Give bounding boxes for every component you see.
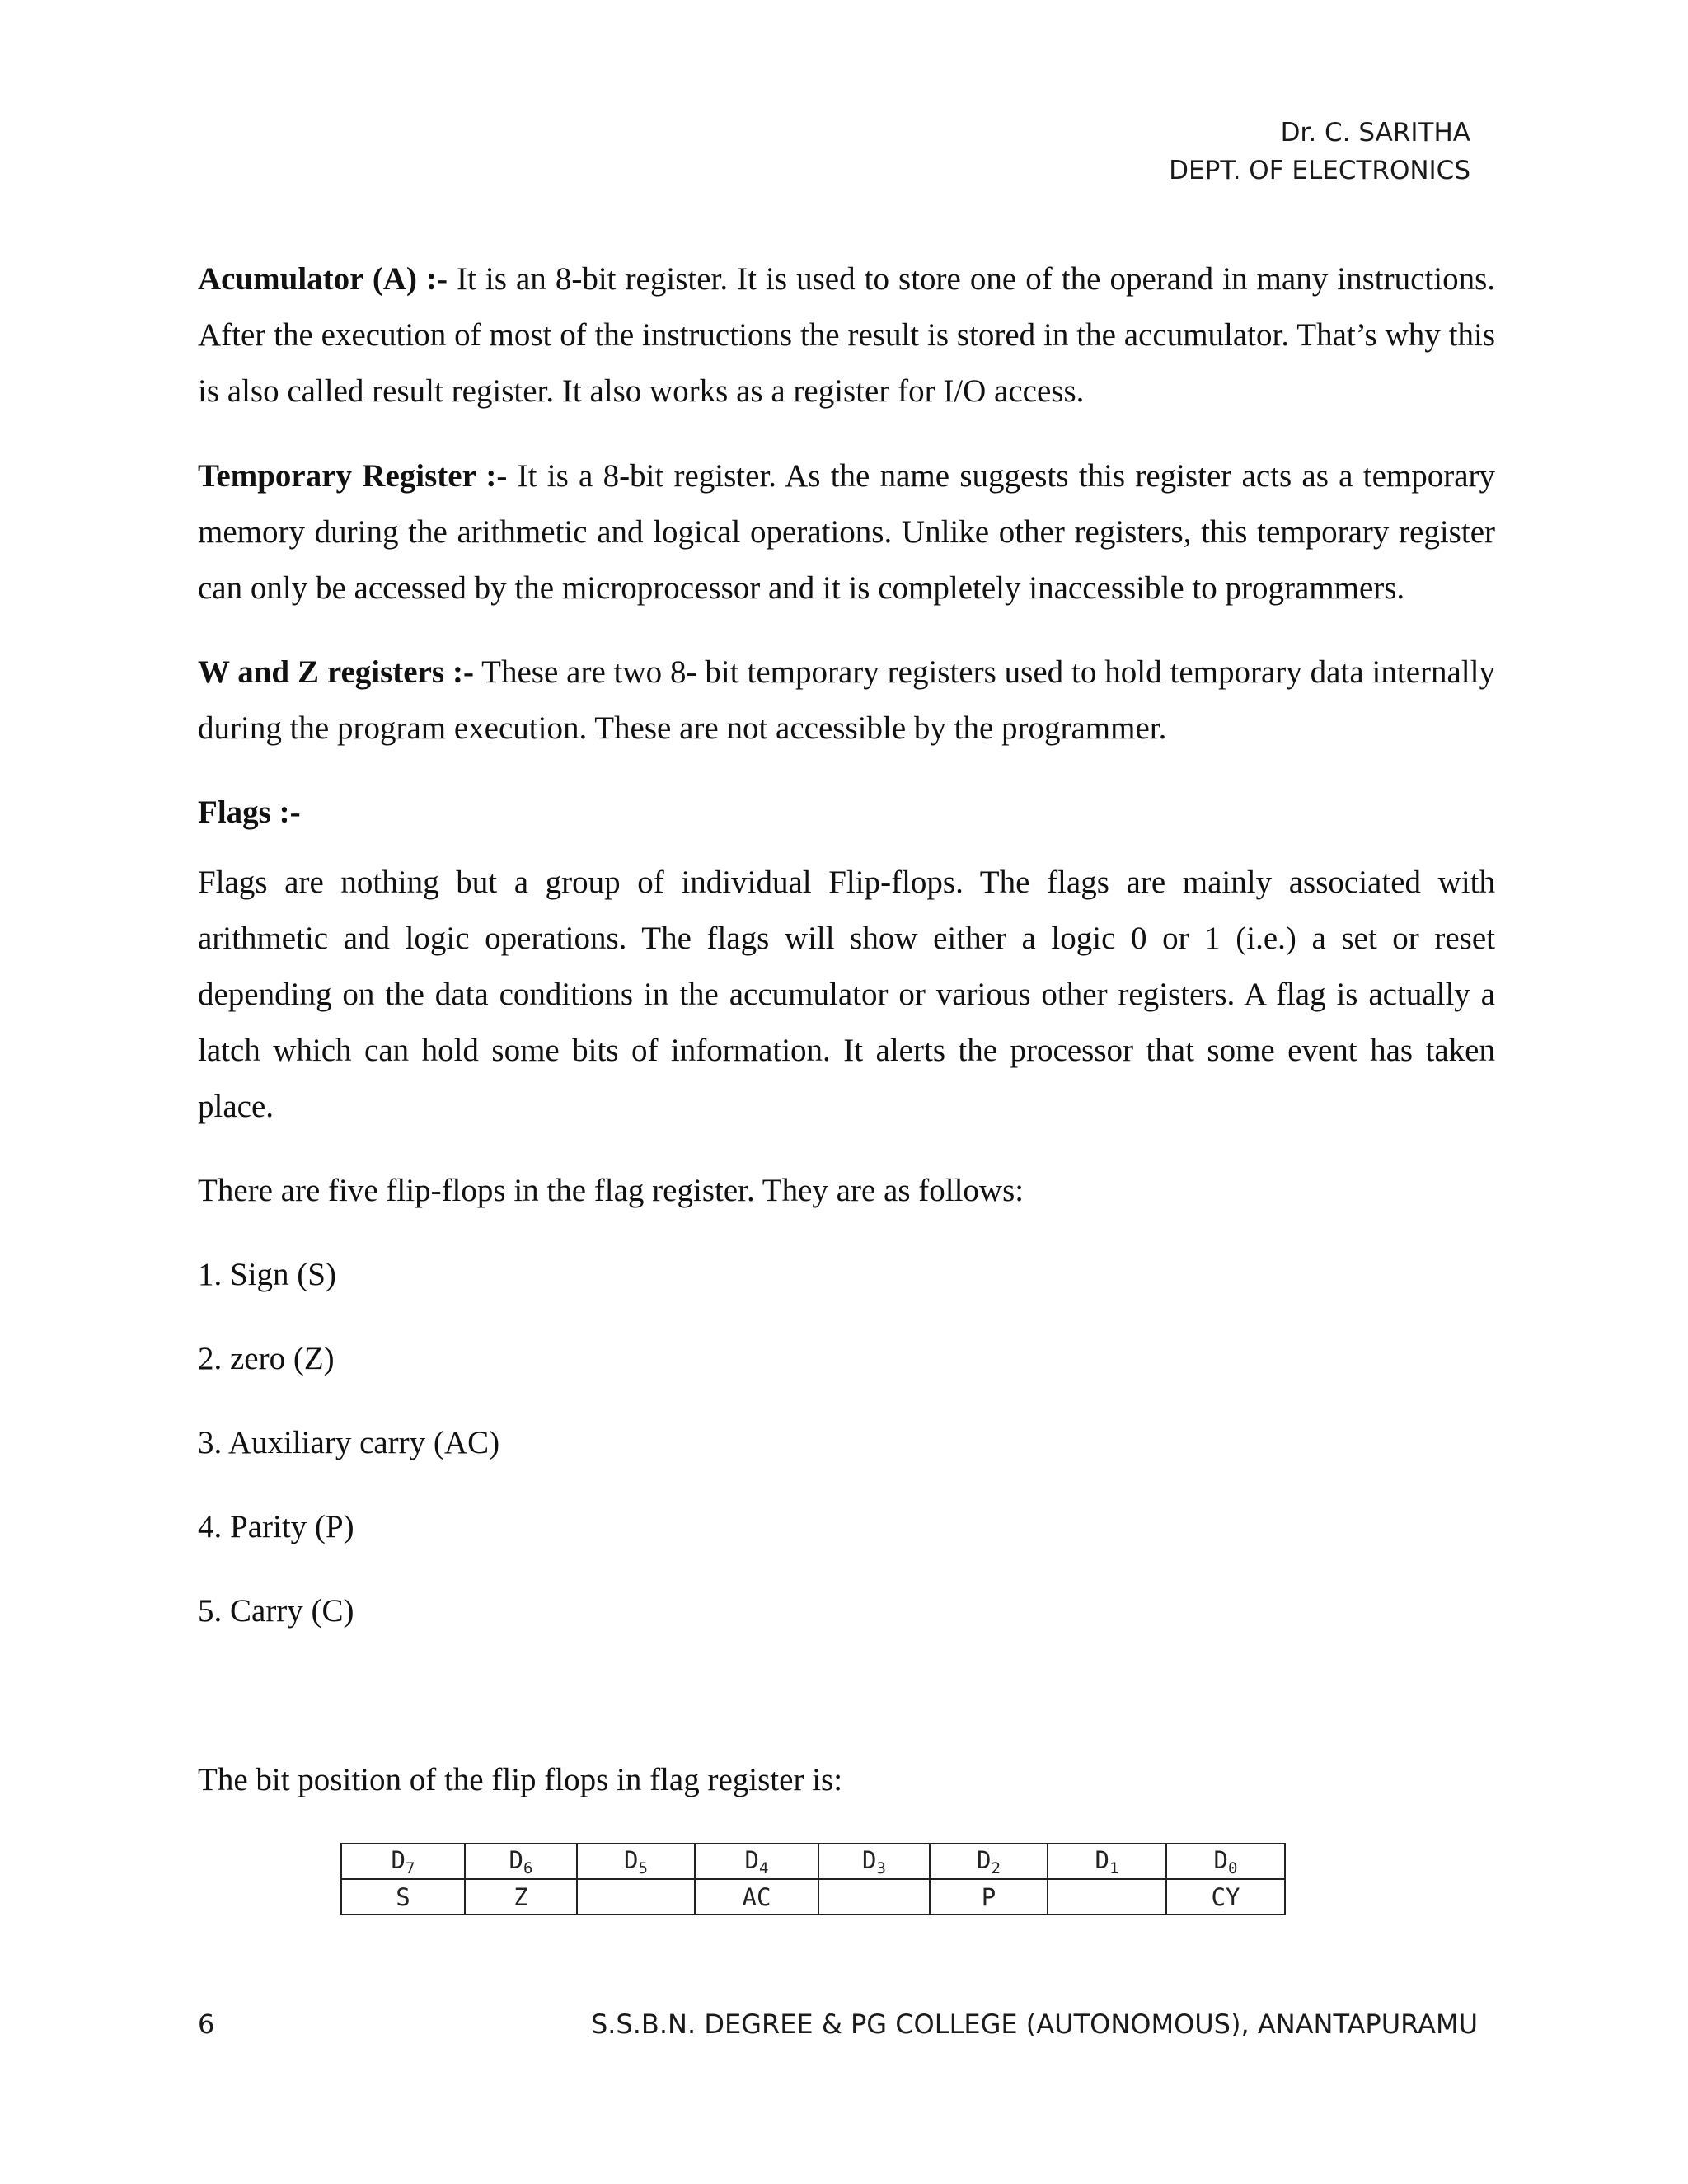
- flag-cell: [818, 1879, 930, 1915]
- flag-list-item: 3. Auxiliary carry (AC): [198, 1425, 500, 1460]
- temporary-register-paragraph: [198, 448, 1495, 616]
- bit-position-row: [341, 1844, 1285, 1879]
- five-flipflops-paragraph: There are five flip-flops in the flag register. They are as follows:: [198, 1173, 1025, 1208]
- bit-cell: $D_2$: [930, 1844, 1048, 1879]
- wz-registers-paragraph: [198, 644, 1495, 757]
- bit-cell: $D_3$: [818, 1844, 930, 1879]
- header-department: DEPT. OF ELECTRONICS: [1169, 156, 1470, 185]
- temporary-register-text: It is a 8-bit register. As the name suggests this register acts as a temporary memory during the arithmetic and logical operations. Unlike other registers, this temporary register can only be accessed by the microprocessor and it is completely inaccessible to programmers.: [198, 458, 1495, 606]
- wz-registers-term: W and Z registers :-: [198, 654, 474, 690]
- bit-cell: $D_1$: [1048, 1844, 1166, 1879]
- accumulator-paragraph: [198, 251, 1495, 419]
- flag-cell: Z: [465, 1879, 577, 1915]
- flag-cell: S: [341, 1879, 465, 1915]
- bit-cell: $D_5$: [577, 1844, 695, 1879]
- bit-cell: $D_0$: [1166, 1844, 1285, 1879]
- bit-cell: $D_4$: [695, 1844, 818, 1879]
- bit-cell: $D_7$: [341, 1844, 465, 1879]
- bit-cell: $D_6$: [465, 1844, 577, 1879]
- flag-list-item: 2. zero (Z): [198, 1341, 335, 1376]
- header-author: Dr. C. SARITHA: [1280, 118, 1470, 148]
- page-header: [1169, 114, 1470, 190]
- accumulator-term: Acumulator (A) :-: [198, 261, 448, 297]
- temporary-register-term: Temporary Register :-: [198, 458, 508, 494]
- page-number: 6: [198, 2008, 215, 2040]
- flag-cell: AC: [695, 1879, 818, 1915]
- flags-paragraph: Flags are nothing but a group of individual Flip-flops. The flags are mainly associated with arithmetic and logic operations. The flags will show either a logic 0 or 1 (i.e.) a set or reset depending on the data conditions in the accumulator or various other registers. A flag is actually a latch which can hold some bits of information. It alerts the processor that some event has taken place.: [198, 865, 1495, 1124]
- flags-heading: [198, 785, 1495, 841]
- flag-list-item: 4. Parity (P): [198, 1509, 354, 1544]
- bit-position-paragraph: The bit position of the flip flops in flag register is:: [198, 1762, 843, 1797]
- flag-register-table: [340, 1843, 1286, 1915]
- flags-heading-text: Flags :-: [198, 794, 301, 830]
- accumulator-text: It is an 8-bit register. It is used to store one of the operand in many instructions. After the execution of most of the instructions the result is stored in the accumulator. That’s why this is also called result register. It also works as a register for I/O access.: [198, 261, 1495, 409]
- flag-cell: [1048, 1879, 1166, 1915]
- flag-cell: CY: [1166, 1879, 1285, 1915]
- wz-registers-text: These are two 8- bit temporary registers used to hold temporary data internally during the program execution. These are not accessible by the programmer.: [198, 654, 1495, 746]
- footer-college: S.S.B.N. DEGREE & PG COLLEGE (AUTONOMOUS), ANANTAPURAMU: [590, 2008, 1478, 2040]
- flag-list-item: 5. Carry (C): [198, 1593, 354, 1629]
- flag-cell: [577, 1879, 695, 1915]
- flag-list-item: 1. Sign (S): [198, 1257, 336, 1292]
- flag-name-row: [341, 1879, 1285, 1915]
- flag-cell: P: [930, 1879, 1048, 1915]
